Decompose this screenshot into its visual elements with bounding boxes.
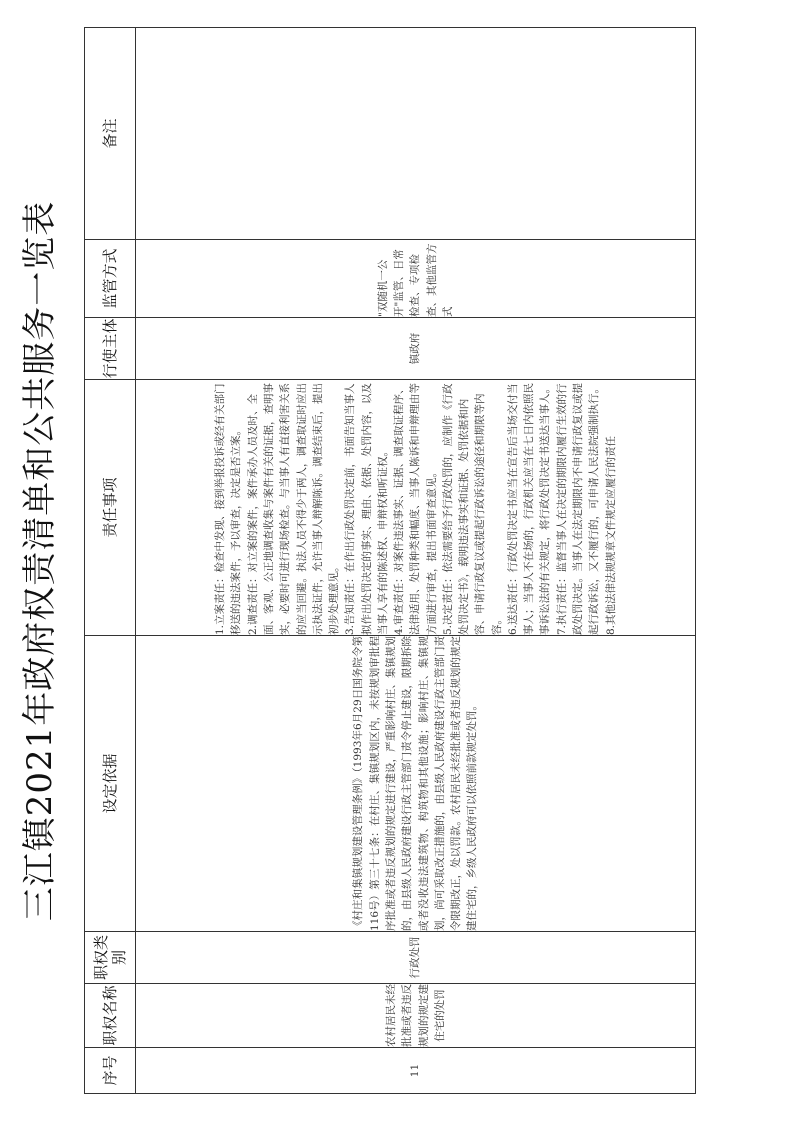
responsibility-item: 6.送达责任：行政处罚决定书应当在宣告后当场交付当事人；当事人不在场的，行政机关应当在七日内依照民事诉讼法的有关规定，将行政处罚决定书送达当事人。 bbox=[506, 383, 552, 635]
responsibility-item: 7.执行责任：监督当事人在决定的期限内履行生效的行政处罚决定。当事人在法定期限内不申请行政复议或提起行政诉讼，又不履行的，可申请人民法院强制执行。 bbox=[555, 383, 601, 635]
header-seq: 序号 bbox=[85, 1048, 136, 1094]
page-title: 三江镇2021年政府权责清单和公共服务一览表 bbox=[20, 200, 60, 922]
cell-responsibility bbox=[136, 380, 696, 636]
cell-seq: 11 bbox=[136, 1048, 696, 1094]
responsibility-item: 8.其他法律法规规章文件规定应履行的责任 bbox=[604, 435, 617, 635]
responsibility-item: 4.审查责任：对案件违法事实、证据、调查取证程序、法律适用、处罚种类和幅度、当事人陈诉和申辩理由等方面进行审查，提出书面审查意见。 bbox=[393, 383, 438, 635]
responsibility-item: 2.调查责任：对立案的案件，案件承办人员及时、全面、客观、公正地调查收集与案件有关的证据，查明事实，必要时可进行现场检查。与当事人有直接利害关系的应当回避。执法人员不得少于两人，调查取证时应出示执法证件，允许当事人辩解陈诉。调查结束后，提出初步处理意见。 bbox=[246, 383, 341, 635]
header-responsibility: 责任事项 bbox=[85, 380, 136, 636]
table-row bbox=[136, 28, 696, 1094]
header-row bbox=[85, 28, 136, 1094]
cell-basis: 《村庄和集镇规划建设管理条例》（1993年6月29日国务院令第116号）第三十七条：在村庄、集镇规划区内，未按规划审批程序批准或者违反规划的规定进行建设，严重影响村庄、集镇规划的，由县级人民政府建设行政主管部门责令停止建设，限期拆除或者没收违法建筑物、构筑物和其他设施；影响村庄、集镇规划，尚可采取改正措施的，由县级人民政府建设行政主管部门责令限期改正，处以罚款。农村居民未经批准或者违反规划的规定建住宅的，乡级人民政府可以依照前款规定处罚。 bbox=[136, 636, 696, 932]
responsibility-item: 5.决定责任：依法需要给予行政处罚的，应制作《行政处罚决定书》，载明违法事实和证据、处罚依据和内容、申请行政复议或提起行政诉讼的途径和期限等内容。 bbox=[441, 383, 503, 635]
responsibility-item: 3.告知责任：在作出行政处罚决定前，书面告知当事人拟作出处罚决定的事实、理由、依据、处罚内容，以及当事人享有的陈述权、申辩权和听证权。 bbox=[344, 383, 389, 635]
cell-name: 农村居民未经批准或者违反规划的规定建住宅的处罚 bbox=[136, 984, 696, 1048]
header-remarks: 备注 bbox=[85, 28, 136, 240]
responsibility-item: 1.立案责任：检查中发现、接到举报投诉或经有关部门移送的违法案件，予以审查，决定是否立案。 bbox=[214, 383, 243, 635]
cell-subject: 镇政府 bbox=[136, 318, 696, 380]
header-name: 职权名称 bbox=[85, 984, 136, 1048]
header-supervision: 监管方式 bbox=[85, 240, 136, 318]
header-category: 职权类别 bbox=[85, 932, 136, 984]
header-subject: 行使主体 bbox=[85, 318, 136, 380]
cell-category: 行政处罚 bbox=[136, 932, 696, 984]
header-basis: 设定依据 bbox=[85, 636, 136, 932]
cell-remarks bbox=[136, 28, 696, 240]
cell-supervision: "双随机一公开"监管、日常检查、专项检查、其他监管方式 bbox=[136, 240, 696, 318]
responsibility-table bbox=[84, 27, 696, 1094]
